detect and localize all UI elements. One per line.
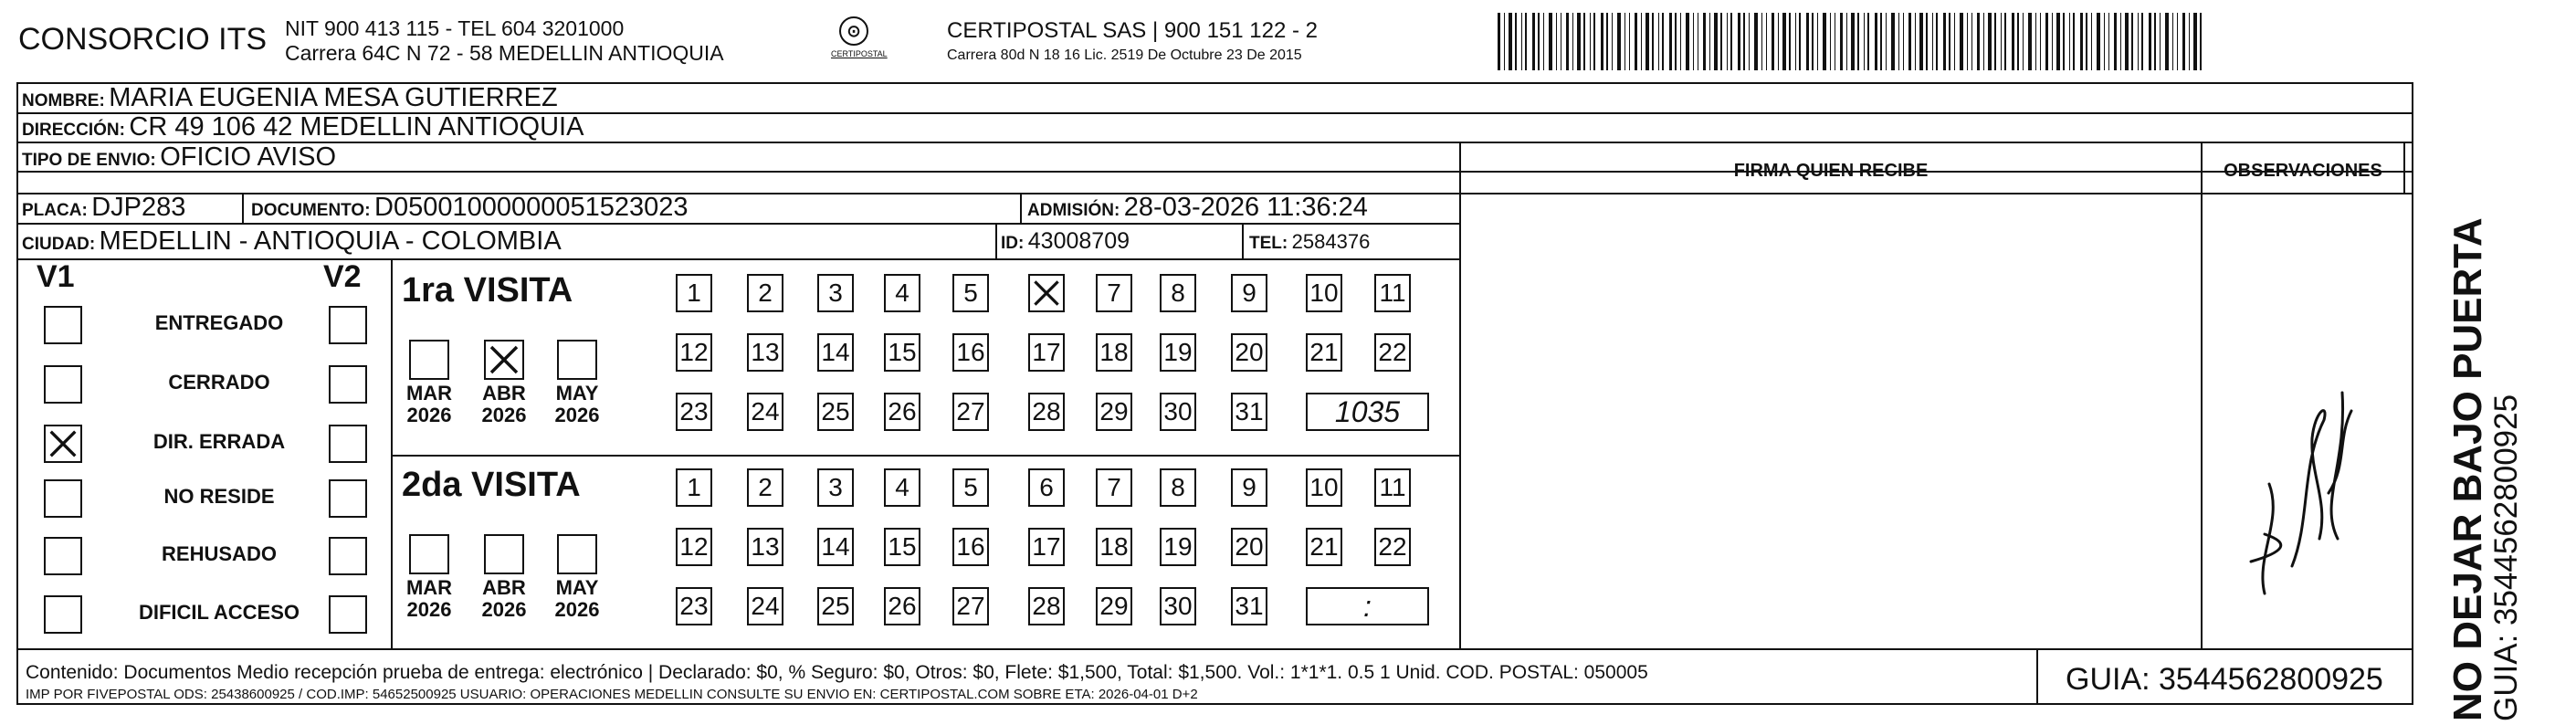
barcode-bar — [1994, 13, 1996, 70]
barcode-bar — [1590, 13, 1591, 70]
recipient-name-field — [22, 83, 558, 113]
observations-header: OBSERVACIONES — [2224, 161, 2382, 181]
barcode-bar — [2012, 13, 2014, 70]
barcode-bar — [1498, 13, 1500, 70]
second-visit-day-box[interactable]: 5 — [952, 468, 989, 507]
barcode-bar — [1943, 13, 1946, 70]
barcode-bar — [2045, 13, 2048, 70]
first-visit-day-box[interactable]: 11 — [1374, 274, 1411, 312]
barcode-bar — [1954, 13, 1955, 70]
second-visit-day-box[interactable]: 16 — [952, 528, 989, 566]
barcode-bar — [1738, 13, 1740, 70]
barcode-bar — [1703, 13, 1706, 70]
side-notice — [2447, 217, 2524, 721]
barcode-bar — [1652, 13, 1654, 70]
content-details: Contenido: Documentos Medio recepción prueba de entrega: electrónico | Declarado: $0, % Seguro: $0, Otros: $0, Flete: $1,500, Total: $1,500. Vol.: 1*1*1. 0.5 1 Unid. COD. POSTAL: 050005 — [26, 662, 1648, 683]
barcode-bar — [1864, 13, 1865, 70]
second-visit-day-box[interactable]: 14 — [817, 528, 854, 566]
address-value: CR 49 106 42 MEDELLIN ANTIOQUIA — [129, 112, 584, 142]
shipping-type-label: TIPO DE ENVIO: — [22, 151, 156, 170]
barcode-bar — [1880, 13, 1882, 70]
barcode-bar — [1949, 13, 1950, 70]
second-visit-day-box[interactable]: 15 — [884, 528, 920, 566]
second-visit-day-box[interactable]: 12 — [676, 528, 712, 566]
second-visit-month-label: ABR 2026 — [481, 576, 527, 621]
first-visit-day-box[interactable]: 10 — [1306, 274, 1342, 312]
recipient-name-label: NOMBRE: — [22, 91, 105, 110]
barcode-bar — [1709, 13, 1710, 70]
barcode-bar — [2086, 13, 2087, 70]
second-visit-day-box[interactable]: 20 — [1231, 528, 1267, 566]
barcode-bar — [1875, 13, 1877, 70]
address-field — [22, 112, 584, 142]
id-label: ID: — [1001, 234, 1025, 253]
city-value: MEDELLIN - ANTIOQUIA - COLOMBIA — [99, 226, 562, 256]
barcode-bar — [1556, 13, 1557, 70]
company-info — [285, 16, 724, 66]
barcode-bar — [1617, 13, 1621, 70]
address-label: DIRECCIÓN: — [22, 121, 125, 140]
barcode-bar — [1919, 13, 1923, 70]
second-visit-time-box[interactable]: : — [1306, 587, 1429, 625]
barcode-bar — [1967, 13, 1968, 70]
second-visit-day-box[interactable]: 22 — [1374, 528, 1411, 566]
first-visit-day-box[interactable]: 20 — [1231, 333, 1267, 372]
barcode-bar — [1806, 13, 1809, 70]
first-visit-day-box[interactable]: 28 — [1028, 393, 1065, 431]
barcode-bar — [1830, 13, 1831, 70]
barcode-bar — [1606, 13, 1608, 70]
first-visit-day-box[interactable]: 8 — [1160, 274, 1196, 312]
barcode-bar — [1720, 13, 1722, 70]
barcode-bar — [1515, 13, 1517, 70]
second-visit-day-box[interactable]: 1 — [676, 468, 712, 507]
status-label: CERRADO — [168, 371, 270, 394]
recipient-name: MARIA EUGENIA MESA GUTIERREZ — [109, 83, 558, 112]
x-mark-icon — [486, 341, 522, 378]
city-field — [22, 226, 562, 257]
second-visit-month-checkbox-abr[interactable] — [484, 534, 524, 574]
x-mark-icon — [1030, 276, 1063, 310]
barcode-bar — [2200, 13, 2202, 70]
barcode-bar — [1971, 13, 1972, 70]
v2-header: V2 — [323, 259, 362, 294]
first-visit-day-box[interactable]: 18 — [1096, 333, 1132, 372]
barcode-bar — [1812, 13, 1814, 70]
no-dejar-notice: NO DEJAR BAJO PUERTA — [2445, 217, 2490, 721]
side-tracking-number: GUIA: 3544562800925 — [2488, 394, 2524, 721]
document-label: DOCUMENTO: — [251, 201, 371, 220]
barcode-bar — [1926, 13, 1928, 70]
barcode-bar — [1629, 13, 1630, 70]
second-visit-day-box[interactable]: 29 — [1096, 587, 1132, 625]
barcode-bar — [1977, 13, 1980, 70]
barcode-bar — [2160, 13, 2161, 70]
first-visit-day-box[interactable]: 19 — [1160, 333, 1196, 372]
first-visit-day-box[interactable]: 1 — [676, 274, 712, 312]
first-visit-day-box[interactable]: 9 — [1231, 274, 1267, 312]
shipping-type-field — [22, 142, 336, 173]
barcode-bar — [1727, 13, 1728, 70]
first-visit-day-box[interactable]: 13 — [747, 333, 783, 372]
first-visit-day-box[interactable]: 31 — [1231, 393, 1267, 431]
first-visit-day-box[interactable]: 5 — [952, 274, 989, 312]
barcode-bar — [2091, 13, 2092, 70]
second-visit-day-box[interactable]: 31 — [1231, 587, 1267, 625]
first-visit-day-box[interactable]: 21 — [1306, 333, 1342, 372]
document-field — [251, 193, 689, 223]
id-field — [1001, 228, 1130, 255]
barcode-bar — [2108, 13, 2109, 70]
barcode-bar — [2149, 13, 2151, 70]
first-visit-day-box[interactable]: 4 — [884, 274, 920, 312]
tel-value: 2584376 — [1291, 230, 1371, 253]
barcode-bar — [2177, 13, 2178, 70]
barcode-bar — [2069, 13, 2070, 70]
v1-checkbox[interactable] — [44, 537, 82, 575]
barcode-bar — [2001, 13, 2002, 70]
barcode-bar — [2104, 13, 2105, 70]
second-visit-title: 2da VISITA — [402, 466, 581, 504]
second-visit-day-box[interactable]: 17 — [1028, 528, 1065, 566]
first-visit-day-box[interactable]: 23 — [676, 393, 712, 431]
second-visit-month-checkbox-mar[interactable] — [409, 534, 449, 574]
plate-value: DJP283 — [91, 193, 186, 222]
barcode-bar — [1543, 13, 1544, 70]
first-visit-title: 1ra VISITA — [402, 271, 573, 310]
barcode-bar — [1525, 13, 1527, 70]
v2-checkbox[interactable] — [329, 365, 367, 404]
barcode-bar — [2172, 13, 2173, 70]
barcode-bar — [1778, 13, 1779, 70]
barcode-bar — [1538, 13, 1540, 70]
barcode-bar — [2004, 13, 2006, 70]
barcode-bar — [2035, 13, 2036, 70]
second-visit-day-box[interactable]: 21 — [1306, 528, 1342, 566]
second-visit-month-label: MAY 2026 — [554, 576, 600, 621]
print-details: IMP POR FIVEPOSTAL ODS: 25438600925 / COD.IMP: 54652500925 USUARIO: OPERACIONES MEDELLIN CONSULTE SU ENVIO EN: CERTIPOSTAL.COM SOBRE ETA: 2026-04-01 D+2 — [26, 687, 1198, 702]
second-visit-day-box[interactable]: 24 — [747, 587, 783, 625]
v1-header: V1 — [37, 259, 75, 294]
second-visit-day-box[interactable]: 28 — [1028, 587, 1065, 625]
barcode-bar — [1766, 13, 1767, 70]
first-visit-day-box[interactable]: 24 — [747, 393, 783, 431]
signature-header: FIRMA QUIEN RECIBE — [1733, 161, 1929, 181]
barcode-bar — [1908, 13, 1911, 70]
barcode-bar — [1714, 13, 1718, 70]
second-visit-day-box[interactable]: 3 — [817, 468, 854, 507]
barcode-bar — [1509, 13, 1512, 70]
v1-checkbox[interactable] — [44, 365, 82, 404]
document-value: D05001000000051523023 — [374, 193, 689, 222]
barcode-bar — [1782, 13, 1786, 70]
barcode-bar — [1693, 13, 1694, 70]
barcode-bar — [2052, 13, 2053, 70]
status-label: DIFICIL ACCESO — [138, 601, 300, 624]
barcode-bar — [1566, 13, 1569, 70]
first-visit-day-box[interactable]: 14 — [817, 333, 854, 372]
barcode-bar — [2165, 13, 2169, 70]
barcode-bar — [1936, 13, 1938, 70]
first-visit-day-box[interactable]: 16 — [952, 333, 989, 372]
handwritten-signature — [2228, 356, 2365, 603]
barcode-bar — [1658, 13, 1659, 70]
first-visit-day-box[interactable]: 26 — [884, 393, 920, 431]
first-visit-month-label: ABR 2026 — [481, 382, 527, 426]
logo-icon: ⊙ — [839, 16, 868, 46]
barcode-bar — [1857, 13, 1859, 70]
certipostal-line: CERTIPOSTAL SAS | 900 151 122 - 2 — [947, 18, 1318, 43]
tracking-number: GUIA: 3544562800925 — [2066, 662, 2383, 697]
barcode-bar — [1730, 13, 1732, 70]
first-visit-day-box[interactable]: 3 — [817, 274, 854, 312]
barcode-bar — [2120, 13, 2121, 70]
barcode-bar — [1915, 13, 1916, 70]
second-visit-day-box[interactable]: 18 — [1096, 528, 1132, 566]
second-visit-day-box[interactable]: 30 — [1160, 587, 1196, 625]
barcode-bar — [2097, 13, 2100, 70]
certipostal-logo — [831, 16, 888, 64]
plate-label: PLACA: — [22, 201, 88, 220]
status-label: REHUSADO — [162, 542, 277, 565]
plate-field — [22, 193, 185, 223]
second-visit-day-box[interactable]: 2 — [747, 468, 783, 507]
barcode-bar — [1754, 13, 1758, 70]
barcode-bar — [2182, 13, 2185, 70]
first-visit-month-label: MAY 2026 — [554, 382, 600, 426]
barcode-bar — [2125, 13, 2129, 70]
barcode-bar — [1960, 13, 1963, 70]
first-visit-time-box[interactable]: 1035 — [1306, 393, 1429, 431]
first-visit-month-label: MAR 2026 — [405, 382, 453, 426]
barcode-bar — [1840, 13, 1843, 70]
second-visit-month-checkbox-may[interactable] — [557, 534, 597, 574]
tel-label: TEL: — [1249, 234, 1288, 253]
barcode-icon — [1498, 13, 2206, 70]
first-visit-day-box[interactable]: 15 — [884, 333, 920, 372]
shipping-type-value: OFICIO AVISO — [160, 142, 337, 172]
barcode-bar — [1795, 13, 1796, 70]
v2-checkbox[interactable] — [329, 537, 367, 575]
barcode-bar — [2056, 13, 2060, 70]
second-visit-day-box[interactable]: 9 — [1231, 468, 1267, 507]
barcode-bar — [2080, 13, 2083, 70]
barcode-bar — [1851, 13, 1855, 70]
first-visit-day-box[interactable]: 17 — [1028, 333, 1065, 372]
barcode-bar — [1583, 13, 1585, 70]
barcode-bar — [1891, 13, 1895, 70]
first-visit-month-checkbox-may[interactable] — [557, 340, 597, 380]
barcode-bar — [1593, 13, 1595, 70]
barcode-bar — [1988, 13, 1992, 70]
barcode-bar — [1504, 13, 1505, 70]
first-visit-day-box[interactable]: 30 — [1160, 393, 1196, 431]
v2-checkbox[interactable] — [329, 595, 367, 634]
second-visit-day-box[interactable]: 23 — [676, 587, 712, 625]
barcode-bar — [2073, 13, 2075, 70]
first-visit-day-box[interactable] — [1028, 274, 1065, 312]
barcode-bar — [2193, 13, 2197, 70]
barcode-bar — [1886, 13, 1887, 70]
company-address: Carrera 64C N 72 - 58 MEDELLIN ANTIOQUIA — [285, 41, 724, 65]
barcode-bar — [1675, 13, 1677, 70]
barcode-bar — [1612, 13, 1613, 70]
second-visit-day-box[interactable]: 26 — [884, 587, 920, 625]
barcode-bar — [1521, 13, 1522, 70]
certipostal-address: Carrera 80d N 18 16 Lic. 2519 De Octubre 23 De 2015 — [947, 47, 1302, 63]
barcode-bar — [1662, 13, 1664, 70]
barcode-bar — [2017, 13, 2019, 70]
barcode-bar — [1686, 13, 1689, 70]
barcode-bar — [2028, 13, 2032, 70]
barcode-bar — [2063, 13, 2065, 70]
barcode-bar — [2040, 13, 2041, 70]
v2-checkbox[interactable] — [329, 479, 367, 518]
second-visit-day-box[interactable]: 11 — [1374, 468, 1411, 507]
second-visit-day-box[interactable]: 13 — [747, 528, 783, 566]
second-visit-day-box[interactable]: 7 — [1096, 468, 1132, 507]
barcode-bar — [1799, 13, 1801, 70]
barcode-bar — [1635, 13, 1637, 70]
first-visit-day-box[interactable]: 27 — [952, 393, 989, 431]
nit-line: NIT 900 413 115 - TEL 604 3201000 — [285, 16, 625, 40]
barcode-bar — [2023, 13, 2024, 70]
barcode-bar — [1789, 13, 1791, 70]
barcode-bar — [1601, 13, 1603, 70]
v1-checkbox[interactable] — [44, 306, 82, 344]
v2-checkbox[interactable] — [329, 425, 367, 463]
barcode-bar — [1823, 13, 1826, 70]
first-visit-day-box[interactable]: 12 — [676, 333, 712, 372]
barcode-bar — [2138, 13, 2139, 70]
status-label: ENTREGADO — [154, 311, 284, 334]
v1-checkbox[interactable] — [44, 425, 82, 463]
second-visit-day-box[interactable]: 27 — [952, 587, 989, 625]
admission-value: 28-03-2026 11:36:24 — [1123, 193, 1368, 222]
barcode-bar — [1641, 13, 1642, 70]
barcode-bar — [1903, 13, 1904, 70]
second-visit-day-box[interactable]: 10 — [1306, 468, 1342, 507]
logo-caption: CERTIPOSTAL — [831, 49, 888, 58]
barcode-bar — [1624, 13, 1625, 70]
barcode-bar — [1645, 13, 1649, 70]
barcode-bar — [1572, 13, 1573, 70]
barcode-bar — [2141, 13, 2143, 70]
barcode-bar — [1867, 13, 1869, 70]
city-label: CIUDAD: — [22, 235, 96, 254]
barcode-bar — [2114, 13, 2117, 70]
company-name: CONSORCIO ITS — [18, 22, 268, 57]
admission-label: ADMISIÓN: — [1027, 201, 1120, 220]
id-value: 43008709 — [1027, 228, 1130, 254]
first-visit-month-checkbox-mar[interactable] — [409, 340, 449, 380]
barcode-bar — [2131, 13, 2133, 70]
first-visit-day-box[interactable]: 2 — [747, 274, 783, 312]
first-visit-day-box[interactable]: 22 — [1374, 333, 1411, 372]
barcode-bar — [1749, 13, 1750, 70]
status-label: DIR. ERRADA — [152, 430, 286, 453]
barcode-bar — [1898, 13, 1899, 70]
tel-field — [1249, 230, 1370, 254]
second-visit-day-box[interactable]: 4 — [884, 468, 920, 507]
barcode-bar — [1743, 13, 1745, 70]
second-visit-month-label: MAR 2026 — [405, 576, 453, 621]
barcode-bar — [1532, 13, 1535, 70]
barcode-bar — [1817, 13, 1818, 70]
barcode-bar — [1669, 13, 1672, 70]
barcode-bar — [1577, 13, 1581, 70]
status-label: NO RESIDE — [163, 485, 275, 508]
barcode-bar — [1761, 13, 1762, 70]
barcode-bar — [2189, 13, 2190, 70]
barcode-bar — [1932, 13, 1933, 70]
first-visit-month-checkbox-abr[interactable] — [484, 340, 524, 380]
v1-checkbox[interactable] — [44, 479, 82, 518]
first-visit-day-box[interactable]: 29 — [1096, 393, 1132, 431]
first-visit-day-box[interactable]: 7 — [1096, 274, 1132, 312]
v1-checkbox[interactable] — [44, 595, 82, 634]
barcode-bar — [2154, 13, 2156, 70]
barcode-bar — [1983, 13, 1984, 70]
barcode-bar — [1846, 13, 1847, 70]
admission-field — [1027, 193, 1368, 223]
v2-checkbox[interactable] — [329, 306, 367, 344]
second-visit-day-box[interactable]: 6 — [1028, 468, 1065, 507]
second-visit-day-box[interactable]: 19 — [1160, 528, 1196, 566]
x-mark-icon — [46, 426, 80, 461]
barcode-bar — [1680, 13, 1681, 70]
barcode-bar — [1772, 13, 1774, 70]
second-visit-day-box[interactable]: 25 — [817, 587, 854, 625]
barcode-bar — [1549, 13, 1552, 70]
first-visit-day-box[interactable]: 25 — [817, 393, 854, 431]
second-visit-day-box[interactable]: 8 — [1160, 468, 1196, 507]
